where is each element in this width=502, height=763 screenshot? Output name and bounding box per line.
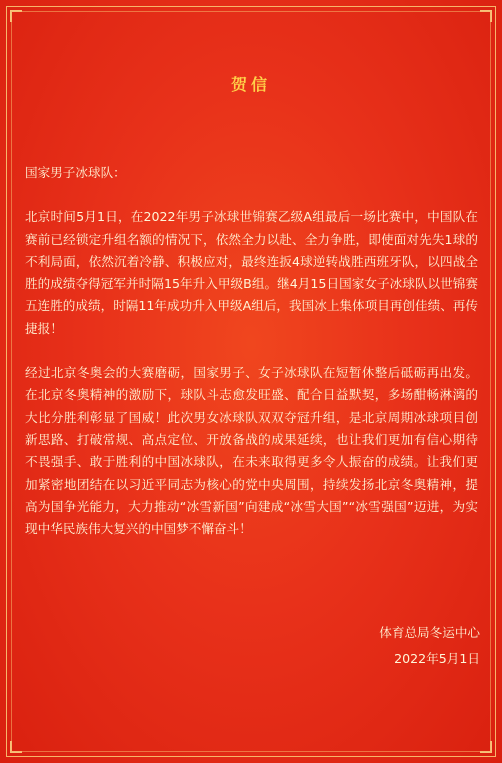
letter-title: 贺信 [230, 75, 271, 94]
letter-body [25, 162, 478, 562]
signature-block [379, 620, 480, 672]
body-paragraph: 北京时间5月1日，在2022年男子冰球世锦赛乙级A组最后一场比赛中，中国队在赛前已经锁定升组名额的情况下，依然全力以赴、全力争胜，即使面对先失1球的不利局面，依然沉着冷静、积极应对，最终连扳4球逆转战胜西班牙队，以四战全胜的成绩夺得冠军并时隔15年升入甲级B组。继4月15日国家女子冰球队以世锦赛五连胜的成绩，时隔11年成功升入甲级A组后，我国冰上集体项目再创佳绩、再传捷报！ [25, 209, 478, 336]
signature-organization: 体育总局冬运中心 [379, 625, 480, 640]
salutation: 国家男子冰球队： [25, 165, 126, 180]
signature-date: 2022年5月1日 [394, 651, 480, 666]
body-paragraph: 经过北京冬奥会的大赛磨砺，国家男子、女子冰球队在短暂休整后砥砺再出发。在北京冬奥精神的激励下，球队斗志愈发旺盛、配合日益默契，多场酣畅淋漓的大比分胜利彰显了国威！此次男女冰球队双双夺冠升组，是北京周期冰球项目创新思路、打破常规、高点定位、开放备战的成果延续，也让我们更加有信心期待不畏强手、敢于胜利的中国冰球队，在未来取得更多令人振奋的成绩。让我们更加紧密地团结在以习近平同志为核心的党中央周围，持续发扬北京冬奥精神，提高为国争光能力，大力推动“冰雪新国”向建成“冰雪大国”“冰雪强国”迈进，为实现中华民族伟大复兴的中国梦不懈奋斗！ [25, 365, 478, 537]
